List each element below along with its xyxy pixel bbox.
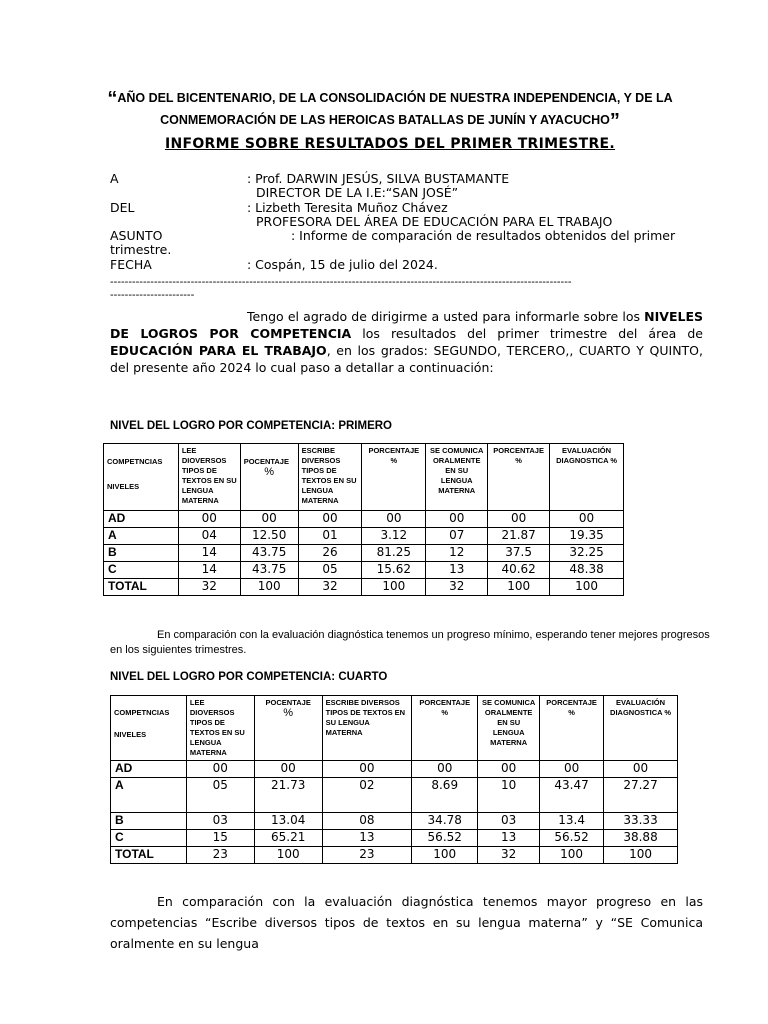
table1-cell: 04 xyxy=(178,528,240,545)
table2-cell: 65.21 xyxy=(254,830,322,847)
table2-cell: 00 xyxy=(322,761,412,778)
table1-cell-level: A xyxy=(104,528,179,545)
recipient-label: A xyxy=(110,171,119,186)
table2-header-pct2: PORCENTAJE % xyxy=(412,696,478,761)
table1-header-escribe: ESCRIBE DIVERSOS TIPOS DE TEXTOS EN SU LENGUA MATERNA xyxy=(298,444,362,511)
table1-cell: 00 xyxy=(362,511,426,528)
table1-cell: 14 xyxy=(178,545,240,562)
table1-cell: 13 xyxy=(426,562,488,579)
table1-cell: 43.75 xyxy=(240,545,298,562)
table2-cell: 15 xyxy=(186,830,254,847)
table1-heading: NIVEL DEL LOGRO POR COMPETENCIA: PRIMERO xyxy=(110,420,392,432)
table2-header-row xyxy=(111,696,678,761)
table2-cell: 00 xyxy=(412,761,478,778)
table1-cell: 19.35 xyxy=(550,528,624,545)
table2-cell: 03 xyxy=(478,813,540,830)
table-row xyxy=(111,847,678,864)
note-after-table1: En comparación con la evaluación diagnóstica tenemos un progreso mínimo, esperando tener mejores progresos en los siguientes trimestres. xyxy=(110,629,710,656)
table-row xyxy=(104,528,624,545)
table2-cell: 00 xyxy=(254,761,322,778)
table2-header-pct1 xyxy=(254,696,322,761)
table2-cell: 23 xyxy=(186,847,254,864)
separator-line-2: ----------------------- xyxy=(110,289,195,301)
table1-pct1-label: POCENTAJE xyxy=(243,457,289,466)
intro-text-3: de xyxy=(687,326,703,341)
table1 xyxy=(103,443,624,596)
table1-cell: 81.25 xyxy=(362,545,426,562)
table2-cell-level: B xyxy=(111,813,187,830)
table2-niveles-label: NIVELES xyxy=(114,730,147,739)
table1-cell: 26 xyxy=(298,545,362,562)
table1-pct1-symbol: % xyxy=(264,466,275,478)
table2-heading: NIVEL DEL LOGRO POR COMPETENCIA: CUARTO xyxy=(110,671,388,683)
table2-cell: 13.4 xyxy=(540,813,604,830)
table1-cell: 40.62 xyxy=(488,562,550,579)
table1-header-lee: LEE DIOVERSOS TIPOS DE TEXTOS EN SU LENGUA MATERNA xyxy=(178,444,240,511)
closing-paragraph: En comparación con la evaluación diagnóstica tenemos mayor progreso en las competencias “Escribe diversos tipos de textos en su lengua materna” y “SE Comunica oralmente en su lengua xyxy=(110,894,703,951)
table2-cell-level: C xyxy=(111,830,187,847)
table1-cell: 32 xyxy=(298,579,362,596)
table2-cell: 32 xyxy=(478,847,540,864)
table2-cell: 00 xyxy=(186,761,254,778)
table2-cell: 38.88 xyxy=(604,830,678,847)
table1-cell: 14 xyxy=(178,562,240,579)
table2-cell: 13 xyxy=(478,830,540,847)
table2-cell: 56.52 xyxy=(412,830,478,847)
table2-cell: 56.52 xyxy=(540,830,604,847)
table1-cell: 32 xyxy=(426,579,488,596)
subject-continuation: trimestre. xyxy=(110,242,172,257)
table2 xyxy=(110,695,678,864)
table1-cell: 00 xyxy=(240,511,298,528)
table2-header-lee: LEE DIOVERSOS TIPOS DE TEXTOS EN SU LENGUA MATERNA xyxy=(186,696,254,761)
table-row xyxy=(104,562,624,579)
table-row xyxy=(111,813,678,830)
table2-cell: 27.27 xyxy=(604,778,678,813)
table1-header-pct2: PORCENTAJE % xyxy=(362,444,426,511)
table2-cell: 03 xyxy=(186,813,254,830)
table2-cell: 8.69 xyxy=(412,778,478,813)
table1-competencias-label: COMPETNCIAS xyxy=(107,457,163,466)
motto-header xyxy=(100,88,680,132)
table-row xyxy=(104,545,624,562)
table1-cell: 100 xyxy=(488,579,550,596)
table2-cell: 43.47 xyxy=(540,778,604,813)
table2-cell: 33.33 xyxy=(604,813,678,830)
table1-cell: 07 xyxy=(426,528,488,545)
table1-cell: 00 xyxy=(550,511,624,528)
table1-cell: 100 xyxy=(240,579,298,596)
table2-cell: 05 xyxy=(186,778,254,813)
table1-niveles-label: NIVELES xyxy=(107,482,140,491)
table1-cell: 3.12 xyxy=(362,528,426,545)
table2-cell: 100 xyxy=(604,847,678,864)
table1-cell: 32.25 xyxy=(550,545,624,562)
motto-line-1: AÑO DEL BICENTENARIO, DE LA CONSOLIDACIÓN DE NUESTRA INDEPENDENCIA, Y DE LA xyxy=(117,91,673,105)
table1-cell: 48.38 xyxy=(550,562,624,579)
table2-cell: 00 xyxy=(478,761,540,778)
table-row xyxy=(111,761,678,778)
table-row xyxy=(104,579,624,596)
intro-text-4: , en los grados: SEGUNDO, TERCERO,, CUARTO Y QUINTO, del presente año 2024 lo cual paso a detallar a continuación: xyxy=(110,343,703,375)
table2-cell: 02 xyxy=(322,778,412,813)
table1-cell: 100 xyxy=(362,579,426,596)
table2-header-comunica: SE COMUNICA ORALMENTE EN SU LENGUA MATERNA xyxy=(478,696,540,761)
date-label: FECHA xyxy=(110,257,152,272)
open-quote-glyph: “ xyxy=(107,88,118,110)
table2-cell: 13.04 xyxy=(254,813,322,830)
table2-cell: 13 xyxy=(322,830,412,847)
table2-header-competencias xyxy=(111,696,187,761)
table1-cell-level: B xyxy=(104,545,179,562)
table2-cell-level: TOTAL xyxy=(111,847,187,864)
table1-cell: 43.75 xyxy=(240,562,298,579)
intro-text-1: Tengo el agrado de dirigirme a usted para informarle sobre los xyxy=(247,309,640,324)
intro-bold-area: EDUCACIÓN PARA EL TRABAJO xyxy=(110,343,327,358)
intro-paragraph xyxy=(110,308,703,376)
table-row xyxy=(111,778,678,813)
table-row xyxy=(104,511,624,528)
table1-cell-level: C xyxy=(104,562,179,579)
table1-cell: 00 xyxy=(488,511,550,528)
recipient-role: DIRECTOR DE LA I.E:“SAN JOSÉ” xyxy=(256,185,459,200)
recipient-value: : Prof. DARWIN JESÚS, SILVA BUSTAMANTE xyxy=(247,171,510,186)
subject-value: : Informe de comparación de resultados obtenidos del primer xyxy=(291,228,676,243)
table2-cell: 34.78 xyxy=(412,813,478,830)
table2-header-escribe: ESCRIBE DIVERSOS TIPOS DE TEXTOS EN SU LENGUA MATERNA xyxy=(322,696,412,761)
table1-cell: 12 xyxy=(426,545,488,562)
table2-cell: 21.73 xyxy=(254,778,322,813)
sender-value: : Lizbeth Teresita Muñoz Chávez xyxy=(247,200,448,215)
intro-text-2: los resultados del primer trimestre del área xyxy=(351,326,677,341)
intro-bold-niveles: NIVELES DE LOGROS POR COMPETENCIA xyxy=(110,309,703,341)
table2-pct1-symbol: % xyxy=(283,707,294,719)
table2-cell: 100 xyxy=(540,847,604,864)
table1-cell: 01 xyxy=(298,528,362,545)
table2-cell: 100 xyxy=(412,847,478,864)
table1-header-eval: EVALUACIÓN DIAGNOSTICA % xyxy=(550,444,624,511)
date-value: : Cospán, 15 de julio del 2024. xyxy=(247,257,438,272)
table2-cell-level: AD xyxy=(111,761,187,778)
table2-pct1-label: POCENTAJE xyxy=(265,698,311,707)
separator-line xyxy=(110,276,700,302)
motto-line-2: CONMEMORACIÓN DE LAS HEROICAS BATALLAS DE JUNÍN Y AYACUCHO xyxy=(160,113,610,127)
table1-cell: 00 xyxy=(178,511,240,528)
table1-cell-level: AD xyxy=(104,511,179,528)
sender-role: PROFESORA DEL ÁREA DE EDUCACIÓN PARA EL TRABAJO xyxy=(256,214,613,229)
table1-header-row xyxy=(104,444,624,511)
table1-cell: 12.50 xyxy=(240,528,298,545)
table1-cell: 00 xyxy=(298,511,362,528)
table2-header-eval: EVALUACIÓN DIAGNOSTICA % xyxy=(604,696,678,761)
table1-header-competencias xyxy=(104,444,179,511)
sender-label: DEL xyxy=(110,200,135,215)
close-quote-glyph: ” xyxy=(609,110,620,132)
table2-cell: 00 xyxy=(540,761,604,778)
separator-line-1: ------------------------------------------------------------------------------------------------------------------------------ xyxy=(110,276,572,288)
table2-cell: 23 xyxy=(322,847,412,864)
table1-cell: 15.62 xyxy=(362,562,426,579)
table2-cell-level: A xyxy=(111,778,187,813)
table1-cell-level: TOTAL xyxy=(104,579,179,596)
table1-cell: 00 xyxy=(426,511,488,528)
table2-cell: 00 xyxy=(604,761,678,778)
table2-cell: 100 xyxy=(254,847,322,864)
table2-competencias-label: COMPETNCIAS xyxy=(114,708,170,717)
table1-cell: 32 xyxy=(178,579,240,596)
table1-cell: 05 xyxy=(298,562,362,579)
table2-cell: 10 xyxy=(478,778,540,813)
table1-header-pct3: PORCENTAJE % xyxy=(488,444,550,511)
document-title: INFORME SOBRE RESULTADOS DEL PRIMER TRIMESTRE. xyxy=(164,136,616,152)
table-row xyxy=(111,830,678,847)
table1-cell: 21.87 xyxy=(488,528,550,545)
table1-header-pct1 xyxy=(240,444,298,511)
subject-label: ASUNTO xyxy=(110,228,163,243)
table1-cell: 100 xyxy=(550,579,624,596)
table1-header-comunica: SE COMUNICA ORALMENTE EN SU LENGUA MATERNA xyxy=(426,444,488,511)
table2-header-pct3: PORCENTAJE % xyxy=(540,696,604,761)
table1-cell: 37.5 xyxy=(488,545,550,562)
table2-cell: 08 xyxy=(322,813,412,830)
